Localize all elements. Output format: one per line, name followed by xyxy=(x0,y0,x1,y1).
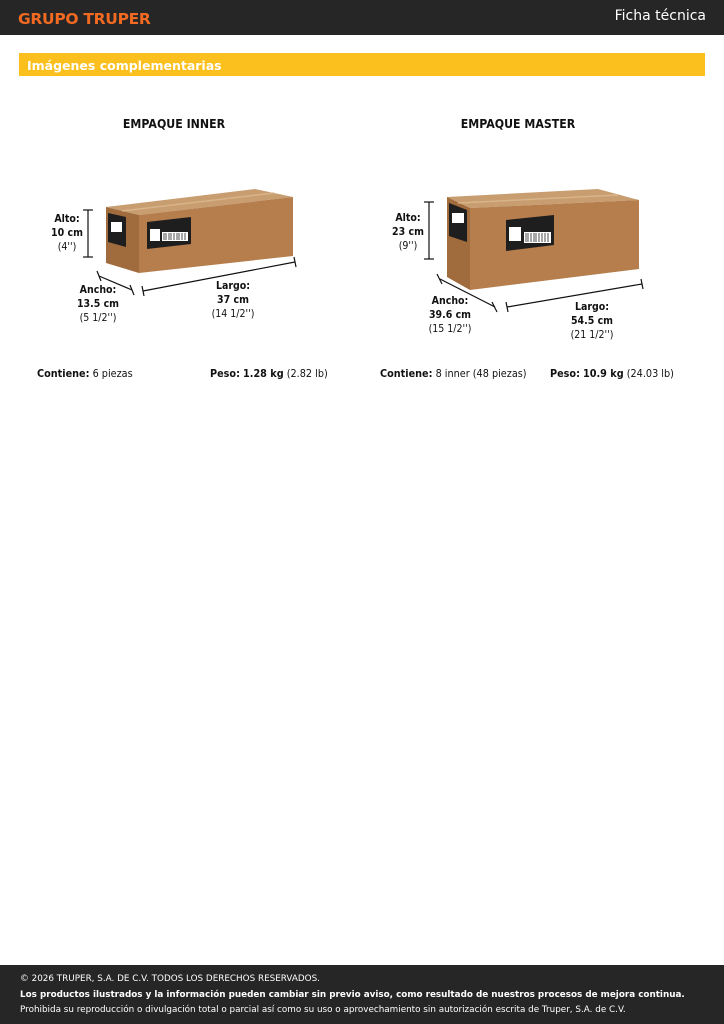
master-contents xyxy=(380,367,527,380)
master-weight-value: 10.9 kg xyxy=(583,367,624,380)
master-contents-value: 8 inner (48 piezas) xyxy=(435,367,527,380)
master-largo-imperial: (21 1/2'') xyxy=(570,329,614,341)
inner-package-title: EMPAQUE INNER xyxy=(122,116,226,131)
master-largo-value: 54.5 cm xyxy=(570,315,614,327)
master-box-front xyxy=(470,200,639,290)
section-title: Imágenes complementarias xyxy=(27,58,222,73)
footer-notice: Los productos ilustrados y la información pueden cambiar sin previo aviso, como resultado de nuestros procesos de mejora continua. xyxy=(20,990,685,1000)
master-largo-dimension xyxy=(563,300,621,342)
master-weight-imperial: (24.03 lb) xyxy=(626,367,674,380)
inner-ancho-value: 13.5 cm xyxy=(76,298,120,310)
inner-alto-dimension xyxy=(45,212,90,254)
inner-alto-value: 10 cm xyxy=(51,227,83,239)
inner-largo-imperial: (14 1/2'') xyxy=(211,308,255,320)
master-weight xyxy=(550,367,674,380)
master-ancho-label: Ancho: xyxy=(431,295,469,307)
master-largo-label: Largo: xyxy=(574,301,610,313)
inner-ancho-dimension xyxy=(71,283,125,325)
master-contents-label: Contiene: xyxy=(380,367,433,380)
truper-logo: GRUPO TRUPER xyxy=(18,10,151,28)
inner-weight-label: Peso: xyxy=(210,367,240,380)
inner-weight-value: 1.28 kg xyxy=(243,367,284,380)
footer xyxy=(0,965,724,1024)
inner-contents-value: 6 piezas xyxy=(92,367,133,380)
master-alto-value: 23 cm xyxy=(392,226,424,238)
master-ancho-imperial: (15 1/2'') xyxy=(428,323,472,335)
footer-copyright: © 2026 TRUPER, S.A. DE C.V. TODOS LOS DERECHOS RESERVADOS. xyxy=(20,974,320,984)
master-alto-dimension xyxy=(386,211,431,253)
master-ancho-value: 39.6 cm xyxy=(428,309,472,321)
inner-box-image xyxy=(83,189,296,296)
master-ancho-dimension xyxy=(421,294,479,336)
inner-largo-label: Largo: xyxy=(215,280,251,292)
master-weight-label: Peso: xyxy=(550,367,580,380)
inner-largo-dimension xyxy=(206,279,260,321)
inner-weight-imperial: (2.82 lb) xyxy=(286,367,328,380)
inner-largo-value: 37 cm xyxy=(217,294,249,306)
inner-ancho-imperial: (5 1/2'') xyxy=(79,312,117,324)
inner-contents xyxy=(37,367,133,380)
footer-legal: Prohibida su reproducción o divulgación total o parcial así como su uso o aprovechamiento sin autorización escrita de Truper, S.A. de C.V. xyxy=(20,1005,626,1015)
master-package-title: EMPAQUE MASTER xyxy=(460,116,576,131)
master-alto-imperial: (9'') xyxy=(398,240,418,252)
inner-alto-label: Alto: xyxy=(54,213,80,225)
master-alto-label: Alto: xyxy=(395,212,421,224)
inner-weight xyxy=(210,367,328,380)
document-type: Ficha técnica xyxy=(614,8,706,24)
inner-ancho-label: Ancho: xyxy=(79,284,117,296)
inner-contents-label: Contiene: xyxy=(37,367,90,380)
inner-alto-imperial: (4'') xyxy=(57,241,77,253)
